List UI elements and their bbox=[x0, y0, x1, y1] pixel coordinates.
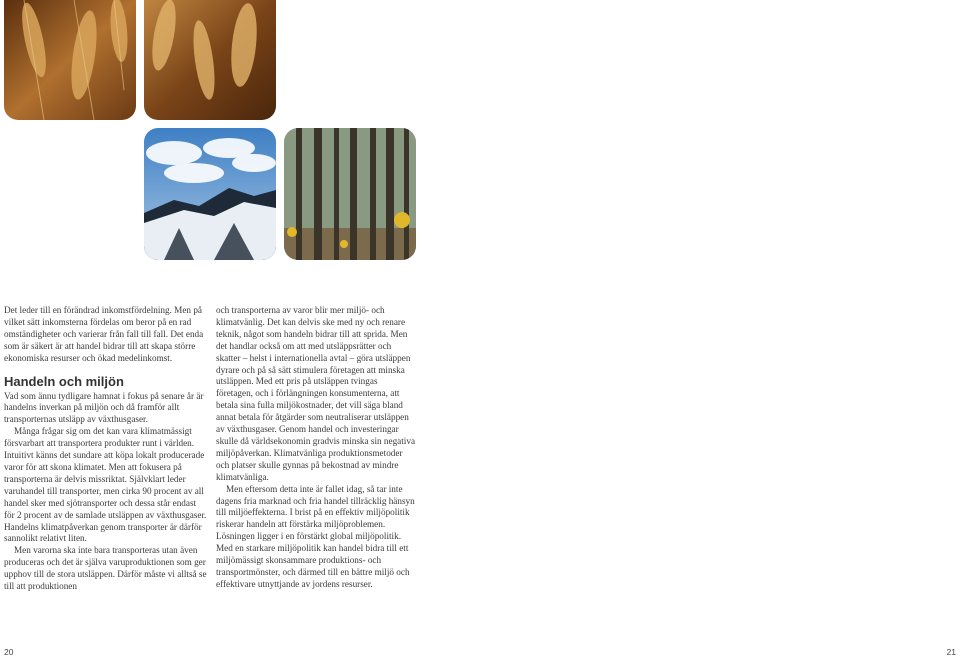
right-text-column bbox=[216, 305, 416, 591]
page-number-left: 20 bbox=[4, 647, 14, 657]
section-heading: Handeln och miljön bbox=[4, 373, 124, 389]
body-paragraph: Vad som ännu tydligare hamnat i fokus på senare år är handelns inverkan på miljön och då framför allt transporternas utsläpp av växthusgaser. bbox=[4, 390, 204, 425]
mountain-photo bbox=[144, 128, 276, 260]
forest-photo bbox=[284, 128, 416, 260]
left-text-column bbox=[4, 305, 209, 593]
intro-paragraph: Det leder till en förändrad inkomstfördelning. Men på vilket sätt inkomsterna fördelas om beror på en rad omständigheter och varierar från fall till fall. Det enda som är säkert är att handel bidrar till att skapa större ekonomiska resurser och ökad medelinkomst. bbox=[4, 305, 204, 363]
body-paragraph: Men varorna ska inte bara transporteras utan även produceras och det är själva varuproduktionen som ger upphov till de stora utsläppen. Därför måste vi alltså se till att produktionen bbox=[4, 545, 207, 592]
wheat-photo-1 bbox=[4, 0, 136, 120]
page-number-right: 21 bbox=[946, 647, 956, 657]
body-paragraph: och transporterna av varor blir mer miljö- och klimatvänlig. Det kan delvis ske med ny och renare teknik, något som handeln bidrar till att sprida. Men det handlar också om att med utsläppsrätter och skatter – helst i internationella avtal – göra utsläppen dyrare och på så sätt stimulera företagen att minska utsläppen. Med ett pris på utsläppen tvingas företagen, och i förlängningen konsumenterna, att betala sina fulla miljökostnader, det vill säga bland annat betala för åtgärder som neutraliserar utsläppen av växthusgaser. Genom handel och investeringar skulle då världsekonomin gradvis minska sin negativa miljöpåverkan. Klimatvänliga produktionsmetoder och platser skulle gynnas på bekostnad av mindre klimatvänliga. bbox=[216, 305, 416, 482]
body-paragraph: Men eftersom detta inte är fallet idag, så tar inte dagens fria marknad och fria handel tillräcklig hänsyn till miljöeffekterna. I brist på en effektiv miljöpolitik riskerar handeln att förstärka miljöproblemen. Lösningen ligger i en förstärkt global miljöpolitik. Med en starkare miljöpolitik kan handel bidra till ett miljömässigt skonsammare produktions- och transportmönster, och därmed till en bättre miljö och effektivare utnyttjande av jordens resurser. bbox=[216, 483, 415, 589]
body-paragraph: Många frågar sig om det kan vara klimatmässigt försvarbart att transportera produkter runt i världen. Intuitivt känns det sundare att köpa lokalt producerade varor för att skona klimatet. Men att fokusera på transporterna är delvis missriktat. Självklart leder varuhandel till transporter, men cirka 90 procent av all handel sker med sjötransporter och dessa står endast för 2 procent av de samlade utsläppen av växthusgaser. Handelns klimatpåverkan genom transporter är därför sannolikt relativt liten. bbox=[4, 426, 207, 544]
wheat-photo-2 bbox=[144, 0, 276, 120]
